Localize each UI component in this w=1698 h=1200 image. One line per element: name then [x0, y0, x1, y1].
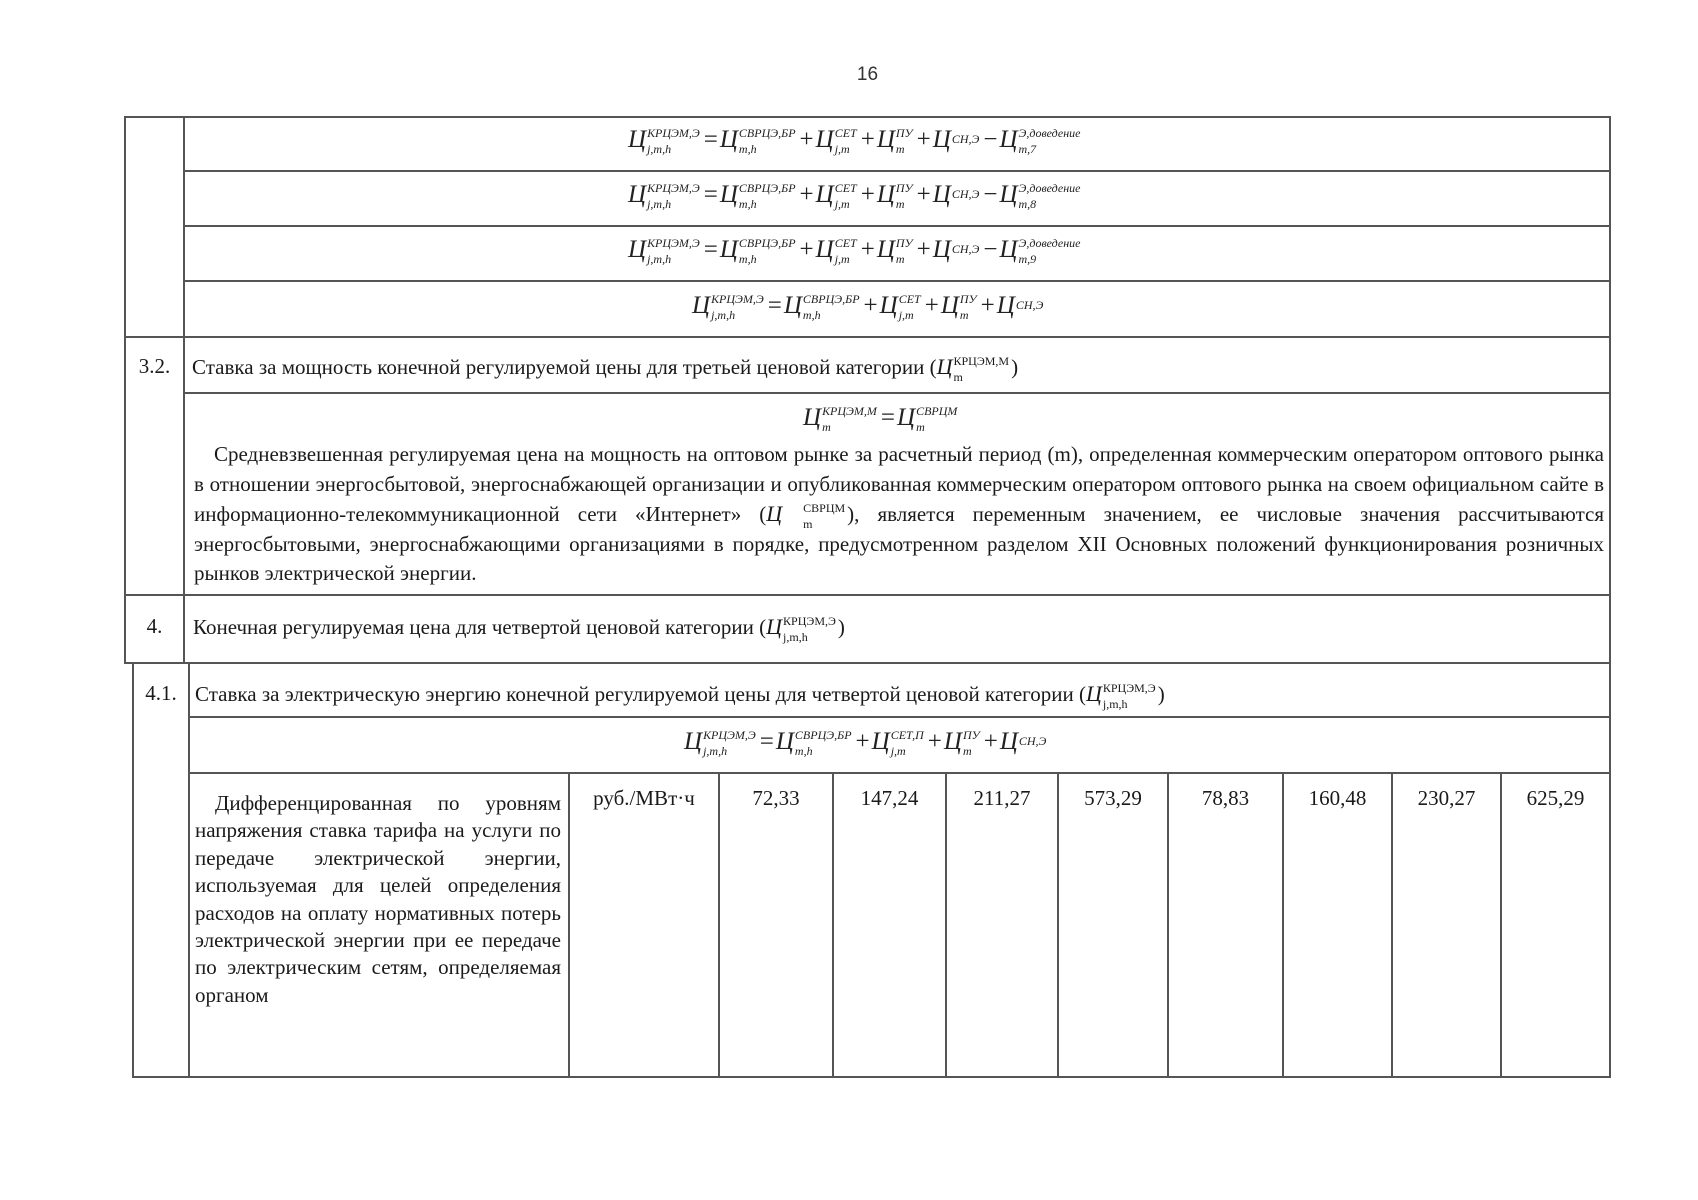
tariff-unit-cell [570, 772, 718, 832]
value: 230,27 [1417, 786, 1476, 810]
rule [183, 116, 185, 662]
value-cell [720, 772, 832, 832]
formula-1: Ц КРЦЭМ,Э j,m,h =Ц СВРЦЭ,БР m,h +Ц СЕТ j,m +Ц ПУ m +Ц СН,Э −Ц Э,доведение m,7 [628, 126, 1081, 157]
rule [183, 392, 1611, 394]
row-number: 4.1. [145, 681, 177, 705]
value: 147,24 [860, 786, 919, 810]
value: 160,48 [1308, 786, 1367, 810]
rule [1609, 116, 1611, 1078]
value-cell [1502, 772, 1609, 832]
description-paragraph: Средневзвешенная регулируемая цена на мощность на оптовом рынке за расчетный период (m), определенная коммерческим оператором оптового рынка в отношении энергосбытовой, энергоснабжающей организации и опубликованная коммерческим оператором оптового рынка на своем официальном сайте в информационно-телекоммуникационной сети «Интернет» (Ц СВРЦМ m ), является переменным значением, ее числовые значения рассчитываются энергосбытовыми, энергоснабжающими организациями в порядке, предусмотренном разделом XII Основных положений функционирования розничных рынков электрической энергии. [194, 442, 1605, 585]
rule [124, 116, 1611, 118]
tariff-unit: руб./МВт·ч [593, 786, 695, 810]
rule [124, 594, 1611, 596]
rule [183, 225, 1611, 227]
row-number: 3.2. [138, 354, 171, 378]
value-cell [1284, 772, 1391, 832]
formula-5: Ц КРЦЭМ,М m =Ц СВРЦМ m [803, 404, 958, 435]
value: 573,29 [1084, 786, 1142, 810]
rule [124, 116, 126, 662]
row-title-4: Конечная регулируемая цена для четвертой ценовой категории (Ц КРЦЭМ,Э j,m,h ) [193, 614, 845, 645]
row-title-4-1: Ставка за электрическую энергию конечной регулируемой цены для четвертой ценовой категории (Ц КРЦЭМ,Э j,m,h ) [195, 681, 1165, 712]
rule [183, 280, 1611, 282]
value: 625,29 [1526, 786, 1585, 810]
page-number: 16 [856, 64, 879, 85]
value-cell [834, 772, 945, 832]
value: 72,33 [752, 786, 800, 810]
value: 78,83 [1201, 786, 1250, 810]
value-cell [1059, 772, 1167, 832]
rule [132, 1076, 1611, 1078]
rule [124, 662, 1611, 664]
formula-4: Ц КРЦЭМ,Э j,m,h =Ц СВРЦЭ,БР m,h +Ц СЕТ j,m +Ц ПУ m +Ц СН,Э [692, 292, 1044, 323]
rule [132, 662, 134, 1078]
formula-6: Ц КРЦЭМ,Э j,m,h =Ц СВРЦЭ,БР m,h +Ц СЕТ,П j,m +Ц ПУ m +Ц СН,Э [684, 728, 1047, 759]
row-number: 4. [146, 614, 163, 638]
tariff-label: Дифференцированная по уровням напряжения ставка тарифа на услуги по передаче электрической энергии, используемая для целей определения расходов на оплату нормативных потерь электрической энергии при ее передаче по электрическим сетям, определяемая органом [195, 791, 561, 1007]
value-cell [1393, 772, 1500, 832]
rule [188, 662, 190, 1078]
rule [188, 716, 1611, 718]
value-cell [947, 772, 1057, 832]
value: 211,27 [973, 786, 1031, 810]
row-title-3-2: Ставка за мощность конечной регулируемой цены для третьей ценовой категории (Ц КРЦЭМ,М m ) [192, 354, 1019, 385]
formula-2: Ц КРЦЭМ,Э j,m,h =Ц СВРЦЭ,БР m,h +Ц СЕТ j,m +Ц ПУ m +Ц СН,Э −Ц Э,доведение m,8 [628, 181, 1081, 212]
rule [124, 336, 1611, 338]
value-cell [1169, 772, 1282, 832]
formula-3: Ц КРЦЭМ,Э j,m,h =Ц СВРЦЭ,БР m,h +Ц СЕТ j,m +Ц ПУ m +Ц СН,Э −Ц Э,доведение m,9 [628, 236, 1081, 267]
rule [183, 170, 1611, 172]
